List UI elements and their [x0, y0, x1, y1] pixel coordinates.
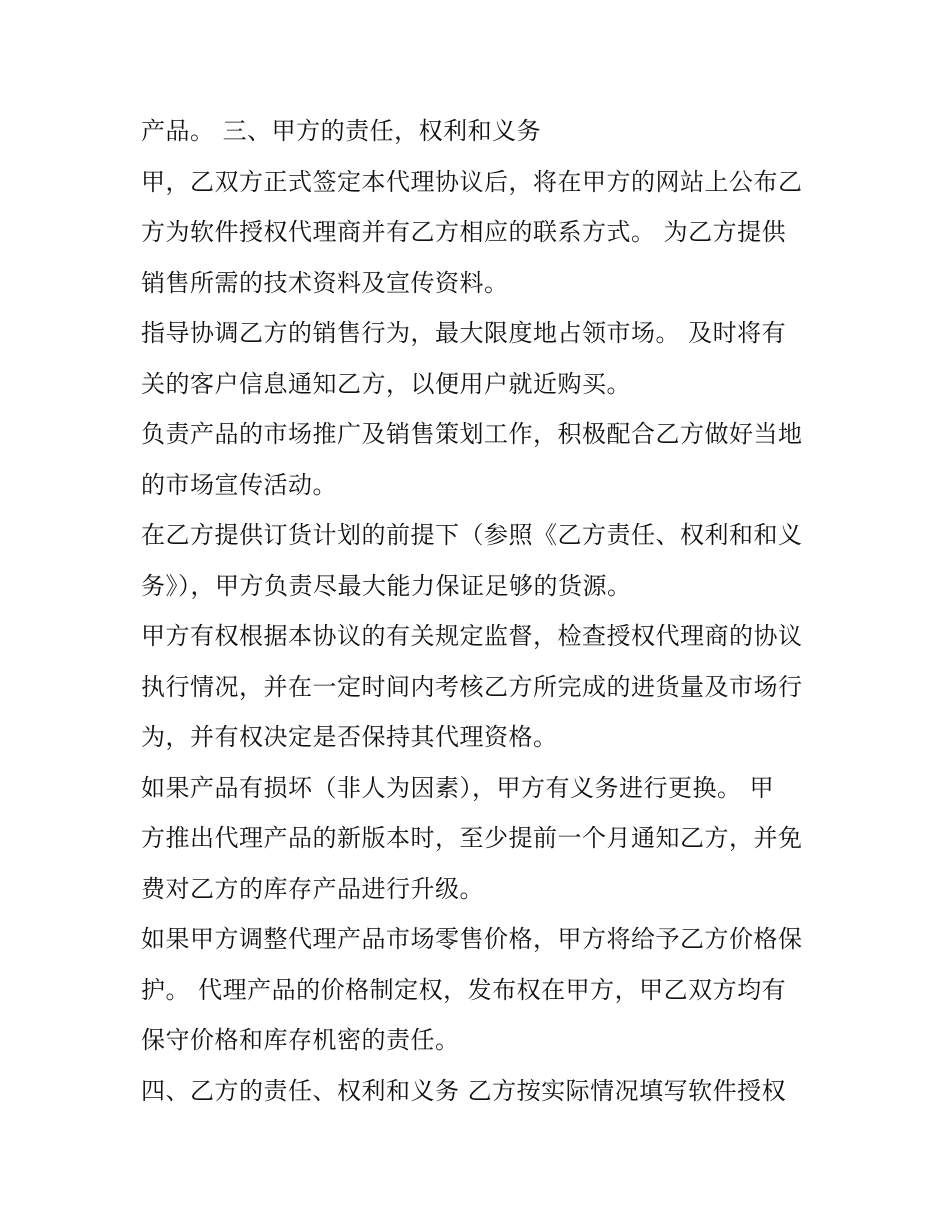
text-line: 执行情况，并在一定时间内考核乙方所完成的进货量及市场行 — [141, 672, 803, 701]
text-line: 费对乙方的库存产品进行升级。 — [141, 874, 484, 903]
text-line: 甲方有权根据本协议的有关规定监督，检查授权代理商的协议 — [141, 622, 803, 650]
text-line: 务》），甲方负责尽最大能力保证足够的货源。 — [141, 571, 632, 600]
text-line: 如果产品有损坏（非人为因素），甲方有义务进行更换。 甲 — [141, 773, 775, 802]
text-line: 指导协调乙方的销售行为，最大限度地占领市场。 及时将有 — [141, 319, 787, 347]
text-line: 四、乙方的责任、权利和义务 乙方按实际情况填写软件授权 — [141, 1076, 787, 1105]
text-line: 方推出代理产品的新版本时，至少提前一个月通知乙方，并免 — [141, 824, 803, 852]
text-line: 甲，乙双方正式签定本代理协议后，将在甲方的网站上公布乙 — [141, 167, 803, 196]
text-line: 的市场宣传活动。 — [141, 470, 337, 499]
text-line: 销售所需的技术资料及宣传资料。 — [141, 268, 509, 297]
text-line: 关的客户信息通知乙方，以便用户就近购买。 — [141, 369, 631, 398]
document-body — [141, 106, 821, 1116]
text-line: 负责产品的市场推广及销售策划工作，积极配合乙方做好当地 — [141, 420, 803, 448]
text-line: 在乙方提供订货计划的前提下（参照《乙方责任、权利和和义 — [141, 521, 803, 549]
text-line: 如果甲方调整代理产品市场零售价格，甲方将给予乙方价格保 — [141, 925, 803, 953]
text-line: 方为软件授权代理商并有乙方相应的联系方式。 为乙方提供 — [141, 218, 787, 246]
text-line: 护。 代理产品的价格制定权，发布权在甲方，甲乙双方均有 — [141, 975, 787, 1004]
text-line: 为，并有权决定是否保持其代理资格。 — [141, 723, 558, 751]
text-line: 产品。 三、甲方的责任，权利和义务 — [141, 117, 542, 145]
text-line: 保守价格和库存机密的责任。 — [141, 1026, 460, 1054]
